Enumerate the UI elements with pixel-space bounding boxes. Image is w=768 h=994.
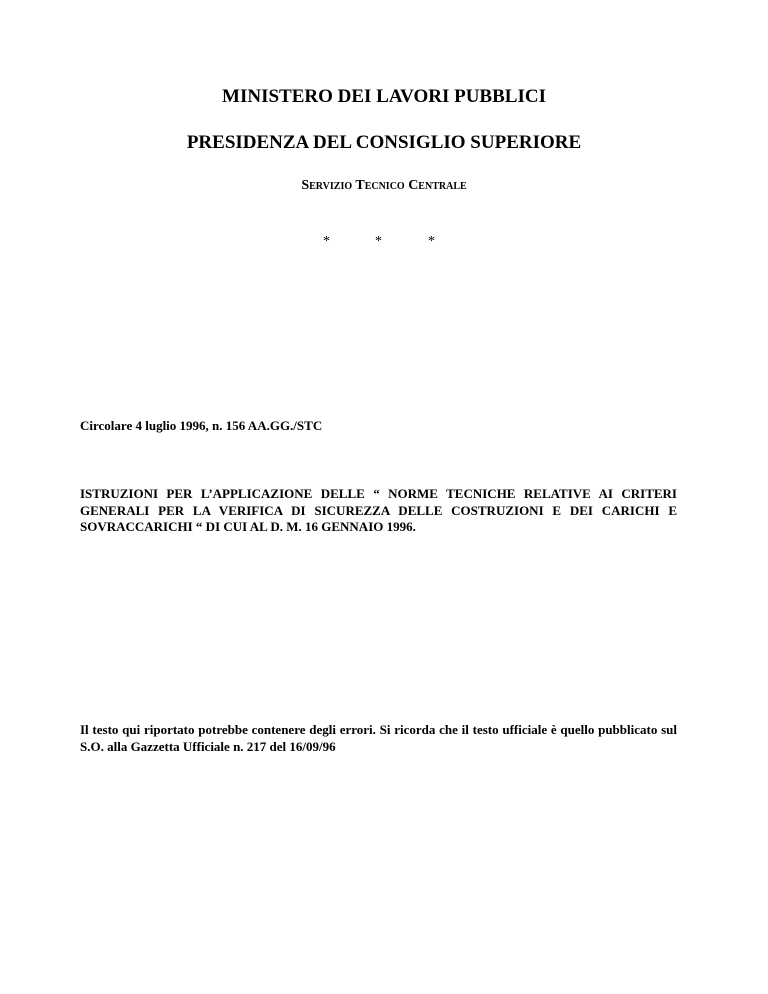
instructions-title: ISTRUZIONI PER L’APPLICAZIONE DELLE “ NORME TECNICHE RELATIVE AI CRITERI GENERALI PER LA VERIFICA DI SICUREZZA DELLE COSTRUZIONI E DEI CARICHI E SOVRACCARICHI “ DI CUI AL D. M. 16 GENNAIO 1996. (80, 486, 677, 534)
presidency-heading: PRESIDENZA DEL CONSIGLIO SUPERIORE (186, 132, 582, 153)
circular-reference: Circolare 4 luglio 1996, n. 156 AA.GG./STC (80, 418, 323, 433)
service-heading: Servizio Tecnico Centrale (301, 178, 467, 193)
separator-star: * (375, 234, 382, 249)
separator-star: * (428, 234, 435, 249)
star-separator (0, 234, 768, 254)
ministry-heading: MINISTERO DEI LAVORI PUBBLICI (222, 86, 546, 107)
separator-star: * (323, 234, 330, 249)
disclaimer-note: Il testo qui riportato potrebbe contenere degli errori. Si ricorda che il testo ufficiale è quello pubblicato sul S.O. alla Gazzetta Ufficiale n. 217 del 16/09/96 (80, 722, 677, 754)
